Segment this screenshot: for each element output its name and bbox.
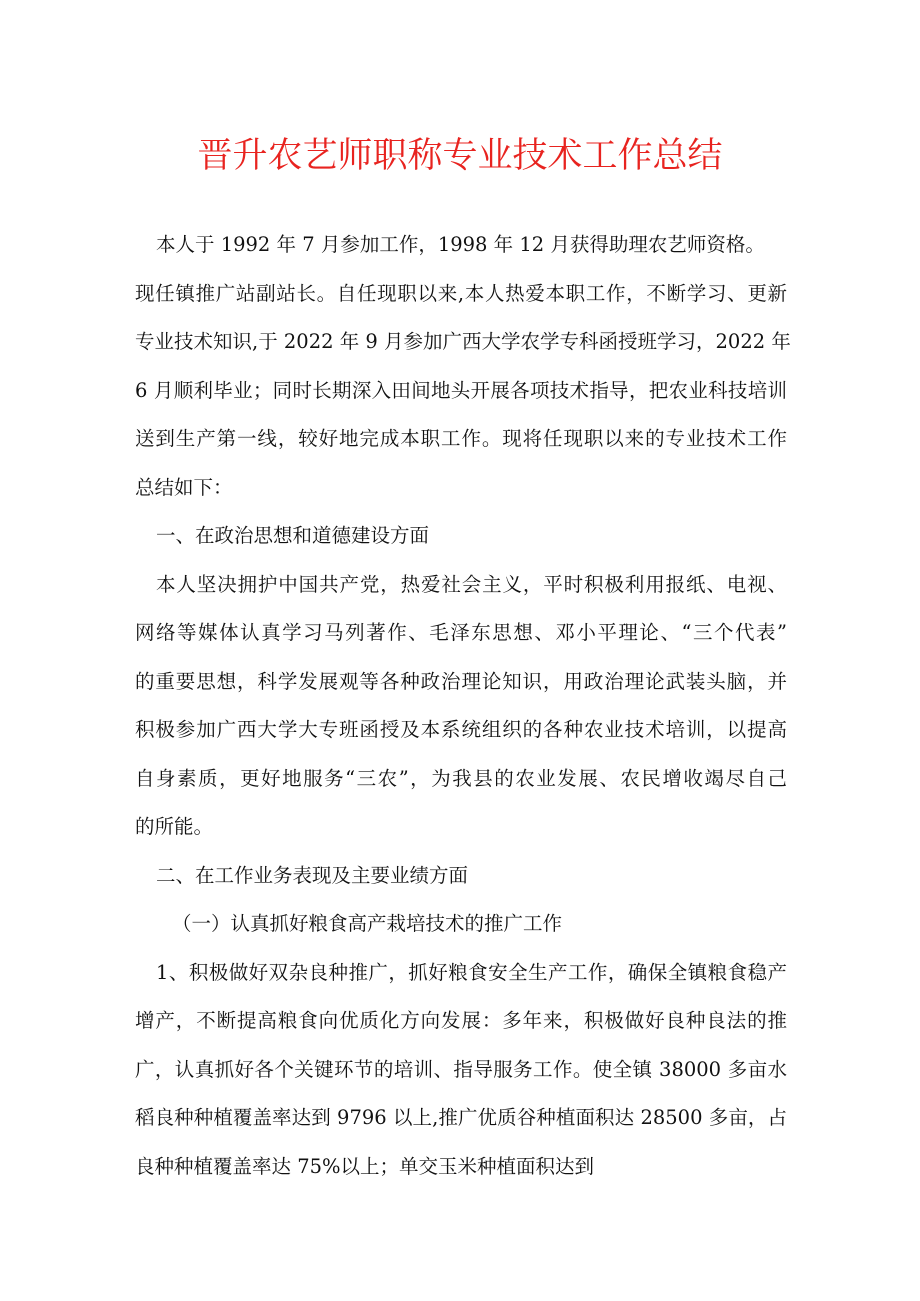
paragraph-line: 的所能。	[135, 815, 214, 838]
document-title: 晋升农艺师职称专业技术工作总结	[197, 136, 723, 176]
document-body	[135, 221, 791, 1191]
paragraph-line: 的重要思想，科学发展观等各种政治理论知识，用政治理论武装头脑，并	[135, 669, 787, 693]
paragraph-line: 广，认真抓好各个关键环节的培训、指导服务工作。使全镇 38000 多亩水	[135, 1057, 787, 1081]
paragraph-line: 送到生产第一线，较好地完成本职工作。现将任现职以来的专业技术工作	[135, 427, 787, 450]
paragraph-line: 现任镇推广站副站长。自任现职以来,本人热爱本职工作，不断学习、更新	[135, 281, 787, 305]
paragraph-line: 网络等媒体认真学习马列著作、毛泽东思想、邓小平理论、“三个代表”	[135, 621, 787, 644]
paragraph-line: 积极参加广西大学大专班函授及本系统组织的各种农业技术培训，以提高	[135, 718, 787, 741]
paragraph-line: 自身素质，更好地服务“三农”，为我县的农业发展、农民增收竭尽自己	[135, 766, 787, 790]
paragraph-line: 专业技术知识,于 2022 年 9 月参加广西大学农学专科函授班学习，2022 年	[135, 330, 791, 353]
paragraph-line: 良种种植覆盖率达 75%以上；单交玉米种植面积达到	[135, 1154, 595, 1178]
paragraph-line: 总结如下：	[135, 475, 233, 499]
paragraph-line: 稻良种种植覆盖率达到 9796 以上,推广优质谷种植面积达 28500 多亩，占	[135, 1106, 787, 1129]
paragraph-line: 一、在政治思想和道德建设方面	[156, 524, 430, 547]
paragraph-line: 本人坚决拥护中国共产党，热爱社会主义，平时积极利用报纸、电视、	[156, 572, 787, 596]
paragraph-line: 6 月顺利毕业；同时长期深入田间地头开展各项技术指导，把农业科技培训	[135, 378, 787, 402]
paragraph-line: 1、积极做好双杂良种推广，抓好粮食安全生产工作，确保全镇粮食稳产	[156, 960, 787, 984]
paragraph-line: 二、在工作业务表现及主要业绩方面	[156, 863, 469, 887]
paragraph-line: 本人于 1992 年 7 月参加工作，1998 年 12 月获得助理农艺师资格。	[156, 233, 765, 256]
paragraph-line: （一）认真抓好粮食高产栽培技术的推广工作	[172, 912, 563, 935]
paragraph-line: 增产，不断提高粮食向优质化方向发展：多年来，积极做好良种良法的推	[135, 1009, 787, 1032]
